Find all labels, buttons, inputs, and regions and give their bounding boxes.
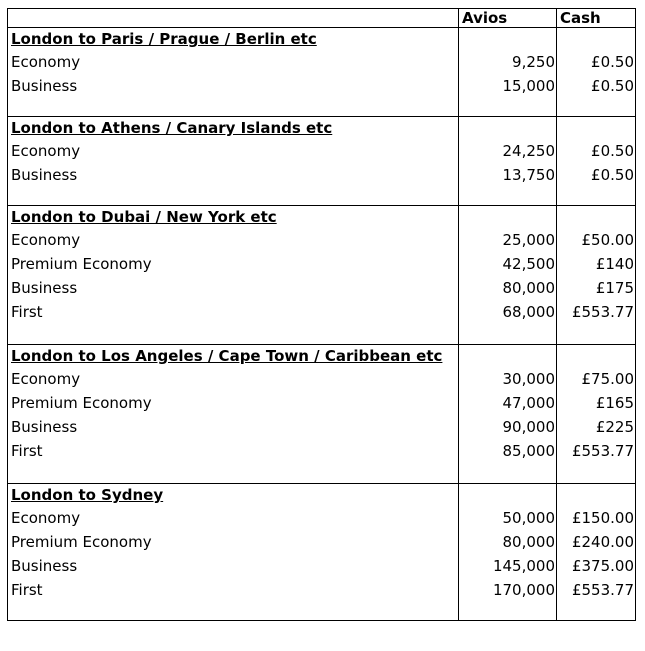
cash-value: £0.50 — [557, 74, 636, 98]
spacer-cell — [557, 602, 636, 621]
cabin-class: Economy — [8, 367, 459, 391]
avios-value: 9,250 — [459, 50, 557, 74]
section-spacer-row — [8, 602, 636, 621]
section-avios-cell — [459, 117, 557, 140]
cash-value: £50.00 — [557, 228, 636, 252]
fare-row — [8, 367, 636, 391]
section-avios-cell — [459, 484, 557, 507]
cash-value: £553.77 — [557, 578, 636, 602]
cash-value: £240.00 — [557, 530, 636, 554]
cabin-class: Economy — [8, 228, 459, 252]
fare-row — [8, 415, 636, 439]
avios-value: 80,000 — [459, 530, 557, 554]
section-spacer-row — [8, 463, 636, 484]
cash-value: £0.50 — [557, 163, 636, 187]
fare-row — [8, 163, 636, 187]
spacer-cell — [8, 324, 459, 345]
section-title: London to Athens / Canary Islands etc — [8, 117, 459, 140]
fare-row — [8, 228, 636, 252]
section-avios-cell — [459, 345, 557, 368]
section-spacer-row — [8, 98, 636, 117]
cabin-class: Economy — [8, 50, 459, 74]
spacer-cell — [459, 602, 557, 621]
spacer-cell — [557, 324, 636, 345]
cabin-class: First — [8, 439, 459, 463]
spacer-cell — [459, 463, 557, 484]
spacer-cell — [8, 602, 459, 621]
section-title-row — [8, 28, 636, 51]
header-cash: Cash — [557, 9, 636, 28]
cabin-class: Business — [8, 163, 459, 187]
cabin-class: Business — [8, 554, 459, 578]
avios-value: 80,000 — [459, 276, 557, 300]
cash-value: £225 — [557, 415, 636, 439]
fare-row — [8, 578, 636, 602]
fare-row — [8, 139, 636, 163]
section-title: London to Los Angeles / Cape Town / Caribbean etc — [8, 345, 459, 368]
redemption-table — [7, 8, 636, 621]
spacer-cell — [8, 98, 459, 117]
avios-value: 47,000 — [459, 391, 557, 415]
cabin-class: Business — [8, 415, 459, 439]
spacer-cell — [557, 187, 636, 206]
cash-value: £0.50 — [557, 139, 636, 163]
spacer-cell — [459, 98, 557, 117]
fare-row — [8, 252, 636, 276]
fare-row — [8, 530, 636, 554]
section-cash-cell — [557, 345, 636, 368]
fare-row — [8, 391, 636, 415]
avios-value: 25,000 — [459, 228, 557, 252]
spacer-cell — [557, 463, 636, 484]
avios-value: 15,000 — [459, 74, 557, 98]
table-body — [8, 9, 636, 621]
cabin-class: Economy — [8, 139, 459, 163]
section-title: London to Dubai / New York etc — [8, 206, 459, 229]
section-avios-cell — [459, 28, 557, 51]
fare-row — [8, 74, 636, 98]
section-title-row — [8, 345, 636, 368]
section-cash-cell — [557, 28, 636, 51]
section-spacer-row — [8, 187, 636, 206]
cabin-class: Business — [8, 74, 459, 98]
section-title-row — [8, 484, 636, 507]
section-title: London to Sydney — [8, 484, 459, 507]
cabin-class: Premium Economy — [8, 252, 459, 276]
cabin-class: First — [8, 578, 459, 602]
avios-value: 145,000 — [459, 554, 557, 578]
cash-value: £75.00 — [557, 367, 636, 391]
avios-value: 68,000 — [459, 300, 557, 324]
section-title-row — [8, 117, 636, 140]
fare-row — [8, 439, 636, 463]
fare-row — [8, 506, 636, 530]
section-cash-cell — [557, 117, 636, 140]
cash-value: £140 — [557, 252, 636, 276]
fare-row — [8, 554, 636, 578]
section-title-row — [8, 206, 636, 229]
avios-value: 90,000 — [459, 415, 557, 439]
cabin-class: Economy — [8, 506, 459, 530]
section-title: London to Paris / Prague / Berlin etc — [8, 28, 459, 51]
fare-row — [8, 276, 636, 300]
header-avios: Avios — [459, 9, 557, 28]
cash-value: £553.77 — [557, 300, 636, 324]
avios-value: 13,750 — [459, 163, 557, 187]
spacer-cell — [8, 187, 459, 206]
fare-row — [8, 300, 636, 324]
avios-value: 30,000 — [459, 367, 557, 391]
avios-value: 170,000 — [459, 578, 557, 602]
spacer-cell — [459, 324, 557, 345]
section-cash-cell — [557, 484, 636, 507]
cash-value: £175 — [557, 276, 636, 300]
cash-value: £165 — [557, 391, 636, 415]
spacer-cell — [459, 187, 557, 206]
section-avios-cell — [459, 206, 557, 229]
cash-value: £553.77 — [557, 439, 636, 463]
avios-value: 50,000 — [459, 506, 557, 530]
cash-value: £0.50 — [557, 50, 636, 74]
header-blank-cell — [8, 9, 459, 28]
section-cash-cell — [557, 206, 636, 229]
cash-value: £375.00 — [557, 554, 636, 578]
cash-value: £150.00 — [557, 506, 636, 530]
avios-value: 42,500 — [459, 252, 557, 276]
fare-row — [8, 50, 636, 74]
spacer-cell — [557, 98, 636, 117]
avios-value: 24,250 — [459, 139, 557, 163]
avios-value: 85,000 — [459, 439, 557, 463]
section-spacer-row — [8, 324, 636, 345]
cabin-class: Business — [8, 276, 459, 300]
header-row — [8, 9, 636, 28]
spacer-cell — [8, 463, 459, 484]
cabin-class: Premium Economy — [8, 391, 459, 415]
cabin-class: First — [8, 300, 459, 324]
cabin-class: Premium Economy — [8, 530, 459, 554]
